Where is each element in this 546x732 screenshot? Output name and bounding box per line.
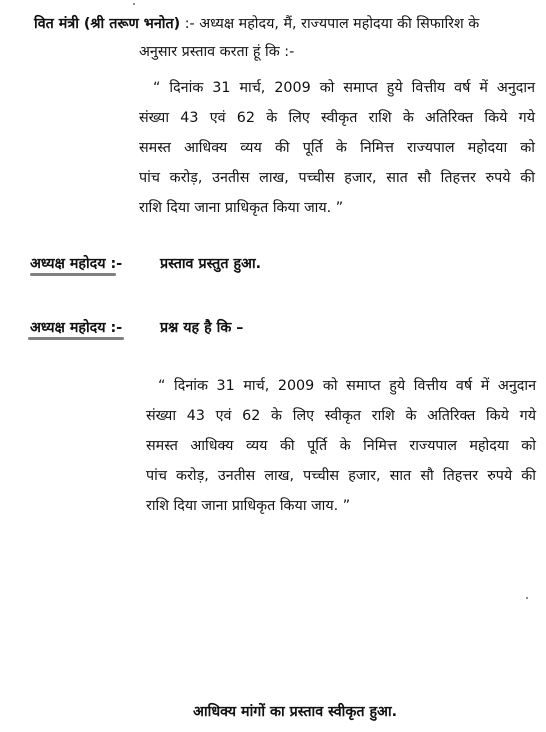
quote-line: संख्या 43 एवं 62 के लिए स्वीकृत राशि के अतिरिक्त किये गये bbox=[139, 110, 535, 126]
speaker-1-text: प्रस्ताव प्रस्तुत हुआ. bbox=[160, 256, 262, 272]
scan-speck bbox=[526, 597, 528, 599]
underline-mark bbox=[30, 273, 116, 276]
speaker-2-quote bbox=[146, 376, 536, 526]
quote-line: संख्या 43 एवं 62 के लिए स्वीकृत राशि के अतिरिक्त किये गये bbox=[146, 408, 536, 424]
quote-line: राशि दिया जाना प्राधिकृत किया जाय. ” bbox=[146, 498, 351, 514]
speaker-2-label: अध्यक्ष महोदय :- bbox=[30, 320, 123, 336]
speaker-2-text: प्रश्न यह है कि – bbox=[160, 320, 244, 336]
quote-line: पांच करोड़, उनतीस लाख, पच्चीस हजार, सात सौ तिहत्तर रुपये की bbox=[139, 170, 535, 186]
quote-line: राशि दिया जाना प्राधिकृत किया जाय. ” bbox=[139, 200, 344, 216]
minister-intro-text: :- अध्यक्ष महोदय, मैं, राज्यपाल महोदया की सिफारिश के bbox=[184, 16, 480, 32]
scan-speck bbox=[133, 3, 135, 5]
quote-line: समस्त आधिक्य व्यय की पूर्ति के निमित्त राज्यपाल महोदया को bbox=[139, 140, 535, 156]
quote-line: समस्त आधिक्य व्यय की पूर्ति के निमित्त राज्यपाल महोदया को bbox=[146, 438, 536, 454]
quote-line: “ दिनांक 31 मार्च, 2009 को समाप्त हुये वित्तीय वर्ष में अनुदान bbox=[158, 378, 536, 394]
result-text: आधिक्य मांगों का प्रस्ताव स्वीकृत हुआ. bbox=[193, 704, 398, 720]
minister-speaker-label: वित मंत्री (श्री तरूण भनोत) bbox=[34, 16, 181, 32]
minister-intro-text-2: अनुसार प्रस्ताव करता हूं कि :- bbox=[139, 44, 295, 60]
underline-mark bbox=[28, 337, 124, 340]
minister-quote bbox=[139, 78, 535, 228]
minister-speech-line-1 bbox=[34, 14, 479, 33]
speaker-1-label: अध्यक्ष महोदय :- bbox=[30, 256, 123, 272]
quote-line: पांच करोड़, उनतीस लाख, पच्चीस हजार, सात सौ तिहत्तर रुपये की bbox=[146, 468, 536, 484]
quote-line: “ दिनांक 31 मार्च, 2009 को समाप्त हुये वित्तीय वर्ष में अनुदान bbox=[153, 80, 535, 96]
